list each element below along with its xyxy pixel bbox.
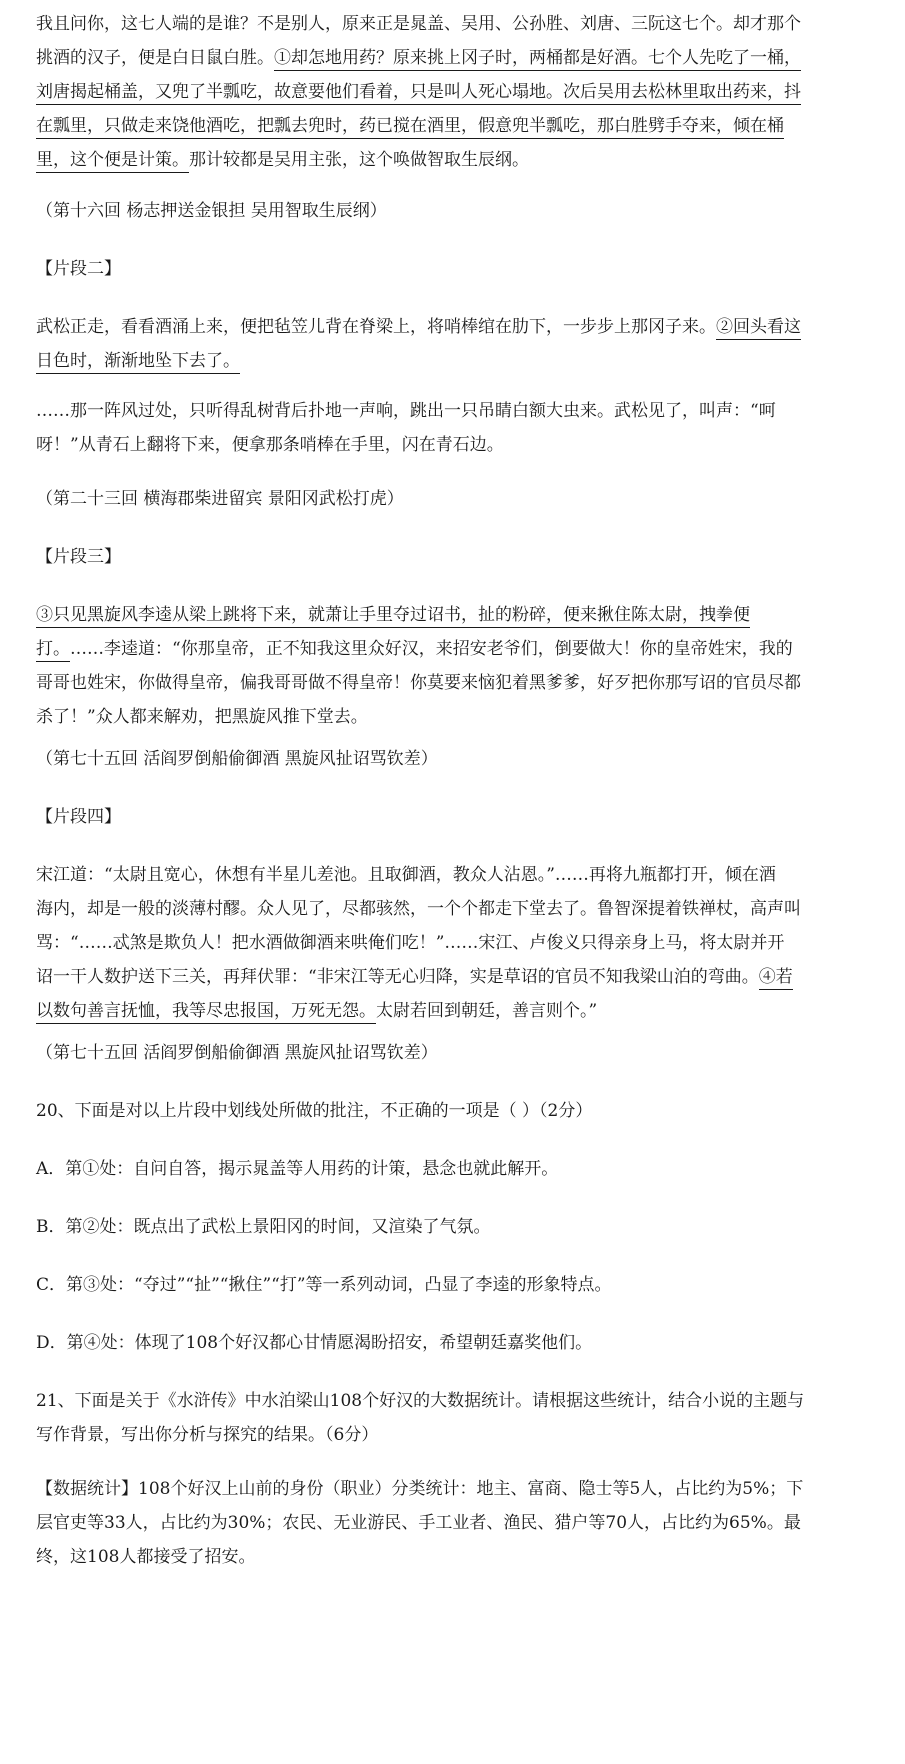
underlined-annotation-3: ③只见黑旋风李逵从梁上跳将下来，就萧让手里夺过诏书，扯的粉碎，便来揪住陈太尉，拽拳便	[36, 605, 750, 628]
excerpt4-heading: 【片段四】	[36, 807, 121, 827]
excerpt1-paragraph	[36, 7, 886, 177]
excerpt4-source: （第七十五回 活阎罗倒船偷御酒 黑旋风扯诏骂钦差）	[36, 1043, 438, 1063]
excerpt3-paragraph	[36, 598, 886, 734]
question-20-option-d: D．第④处：体现了108个好汉都心甘情愿渴盼招安，希望朝廷嘉奖他们。	[36, 1333, 593, 1353]
text-line: 以数句善言抚恤，我等尽忠报国，万死无怨。太尉若回到朝廷，善言则个。”	[36, 994, 886, 1028]
question-20-option-c: C．第③处：“夺过”“扯”“揪住”“打”等一系列动词，凸显了李逵的形象特点。	[36, 1275, 612, 1295]
underlined-annotation-1: 刘唐揭起桶盖，又兜了半瓢吃，故意要他们看着，只是叫人死心塌地。次后吴用去松林里取出药来，抖	[36, 82, 801, 105]
excerpt3-source: （第七十五回 活阎罗倒船偷御酒 黑旋风扯诏骂钦差）	[36, 749, 438, 769]
text-line: ……那一阵风过处，只听得乱树背后扑地一声响，跳出一只吊睛白额大虫来。武松见了，叫声：“呵	[36, 401, 776, 421]
text-line: 海内，却是一般的淡薄村醪。众人见了，尽都骇然，一个个都走下堂去了。鲁智深提着铁禅杖，高声叫	[36, 899, 801, 919]
excerpt2-source: （第二十三回 横海郡柴进留宾 景阳冈武松打虎）	[36, 489, 404, 509]
underlined-annotation-2: 日色时，渐渐地坠下去了。	[36, 351, 240, 374]
underlined-annotation-4: ④若	[759, 967, 793, 990]
excerpt1-source: （第十六回 杨志押送金银担 吴用智取生辰纲）	[36, 201, 387, 221]
text-line: 里，这个便是计策。那计较都是吴用主张，这个唤做智取生辰纲。	[36, 143, 886, 177]
question-20-stem: 20、下面是对以上片段中划线处所做的批注，不正确的一项是（ ）（2分）	[36, 1101, 593, 1121]
text-line	[36, 598, 886, 632]
question-21-stem	[36, 1384, 886, 1452]
underlined-annotation-2: ②回头看这	[716, 317, 801, 340]
text-line	[36, 75, 886, 109]
question-20-option-a: A．第①处：自问自答，揭示晁盖等人用药的计策，悬念也就此解开。	[36, 1159, 559, 1179]
underlined-annotation-1: 里，这个便是计策。	[36, 150, 189, 173]
text-line: 诏一干人数护送下三关，再拜伏罪：“非宋江等无心归降，实是草诏的官员不知我梁山泊的弯曲。④若	[36, 960, 886, 994]
text-line: 21、下面是关于《水浒传》中水泊梁山108个好汉的大数据统计。请根据这些统计，结合小说的主题与	[36, 1391, 805, 1411]
underlined-annotation-1: 在瓢里，只做走来饶他酒吃，把瓢去兜时，药已搅在酒里，假意兜半瓢吃，那白胜劈手夺来，倾在桶	[36, 116, 784, 139]
excerpt2-paragraph-2	[36, 394, 886, 462]
text-line: 呀！”从青石上翻将下来，便拿那条哨棒在手里，闪在青石边。	[36, 435, 504, 455]
text-line: 【数据统计】108个好汉上山前的身份（职业）分类统计：地主、富商、隐士等5人，占比约为5%；下	[36, 1479, 804, 1499]
underlined-annotation-3: 打。	[36, 639, 70, 662]
text-line: 终，这108人都接受了招安。	[36, 1547, 256, 1567]
underlined-annotation-4: 以数句善言抚恤，我等尽忠报国，万死无怨。	[36, 1001, 376, 1024]
question-21-statistics	[36, 1472, 886, 1574]
excerpt2-heading: 【片段二】	[36, 259, 121, 279]
text-line: 打。……李逵道：“你那皇帝，正不知我这里众好汉，来招安老爷们，倒要做大！你的皇帝姓宋，我的	[36, 632, 886, 666]
text-line	[36, 109, 886, 143]
text-line: 武松正走，看看酒涌上来，便把毡笠儿背在脊梁上，将哨棒绾在肋下，一步步上那冈子来。②回头看这	[36, 310, 886, 344]
question-20-option-b: B．第②处：既点出了武松上景阳冈的时间，又渲染了气氛。	[36, 1217, 491, 1237]
text-line: 层官吏等33人，占比约为30%；农民、无业游民、手工业者、渔民、猎户等70人，占比约为65%。最	[36, 1513, 801, 1533]
underlined-annotation-1: ①却怎地用药？原来挑上冈子时，两桶都是好酒。七个人先吃了一桶，	[274, 48, 801, 71]
text-line: 哥哥也姓宋，你做得皇帝，偏我哥哥做不得皇帝！你莫要来恼犯着黑爹爹，好歹把你那写诏的官员尽都	[36, 673, 801, 693]
text-line: 骂：“……忒煞是欺负人！把水酒做御酒来哄俺们吃！”……宋江、卢俊义只得亲身上马，将太尉并开	[36, 933, 785, 953]
text-line: 宋江道：“太尉且宽心，休想有半星儿差池。且取御酒，教众人沾恩。”……再将九瓶都打开，倾在酒	[36, 865, 776, 885]
text-line: 我且问你，这七人端的是谁？不是别人，原来正是晁盖、吴用、公孙胜、刘唐、三阮这七个。却才那个	[36, 14, 801, 34]
text-line: 挑酒的汉子，便是白日鼠白胜。①却怎地用药？原来挑上冈子时，两桶都是好酒。七个人先吃了一桶，	[36, 41, 886, 75]
text-line: 杀了！”众人都来解劝，把黑旋风推下堂去。	[36, 707, 368, 727]
excerpt4-paragraph	[36, 858, 886, 1028]
excerpt2-paragraph	[36, 310, 886, 378]
text-line: 写作背景，写出你分析与探究的结果。（6分）	[36, 1425, 379, 1445]
excerpt3-heading: 【片段三】	[36, 547, 121, 567]
text-line	[36, 344, 886, 378]
